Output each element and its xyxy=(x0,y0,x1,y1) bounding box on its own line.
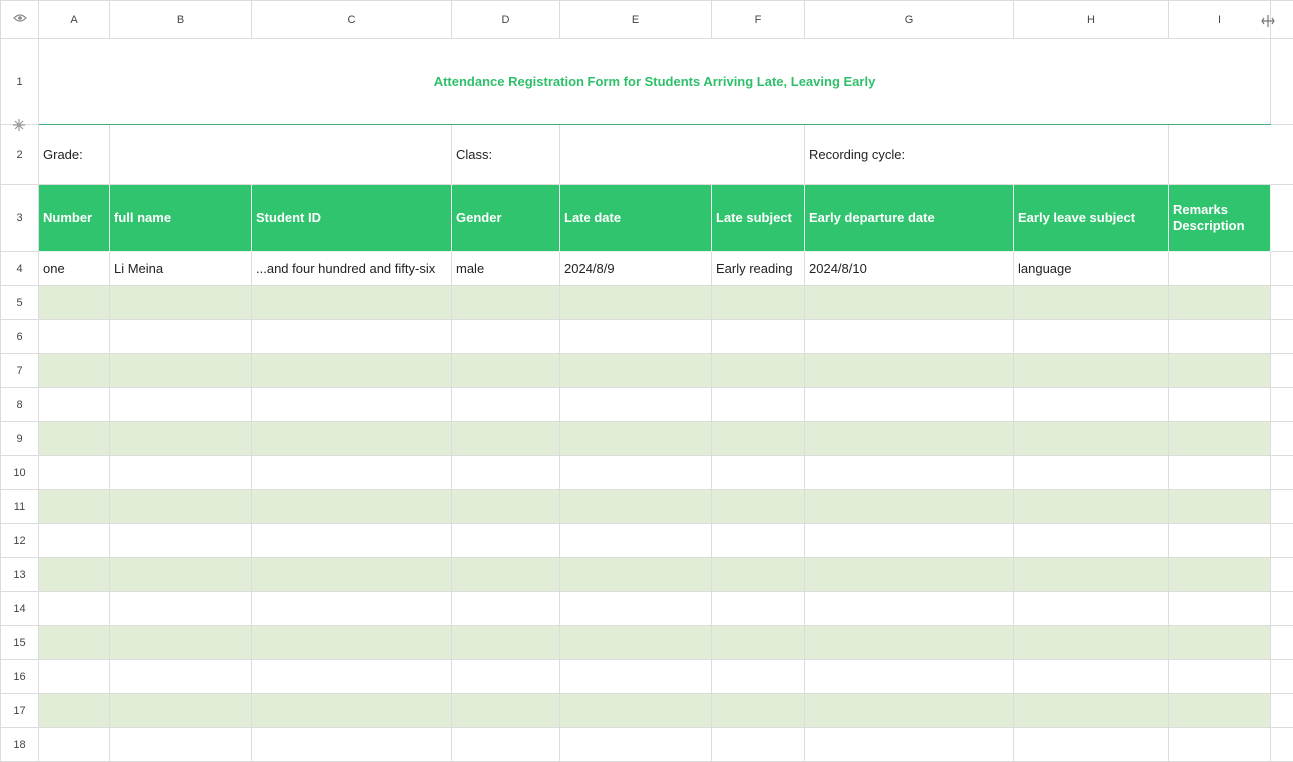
cell[interactable] xyxy=(805,490,1014,524)
cell[interactable] xyxy=(712,422,805,456)
header-remarks[interactable]: Remarks Description xyxy=(1169,185,1271,252)
cell[interactable] xyxy=(560,626,712,660)
row-header-14[interactable]: 14 xyxy=(1,592,39,626)
row-header-1[interactable]: 1 xyxy=(1,39,39,125)
cell[interactable] xyxy=(110,524,252,558)
row-header-15[interactable]: 15 xyxy=(1,626,39,660)
record-remarks[interactable] xyxy=(1169,252,1271,286)
freeze-pane-icon[interactable] xyxy=(12,118,26,135)
cell[interactable] xyxy=(252,422,452,456)
record-early-departure-date[interactable]: 2024/8/10 xyxy=(805,252,1014,286)
cell[interactable] xyxy=(110,694,252,728)
cell[interactable] xyxy=(560,694,712,728)
cell[interactable] xyxy=(452,626,560,660)
class-value-cell[interactable] xyxy=(560,125,805,185)
cell[interactable] xyxy=(805,728,1014,762)
row-header-5[interactable]: 5 xyxy=(1,286,39,320)
cell[interactable] xyxy=(110,592,252,626)
cell[interactable] xyxy=(1014,354,1169,388)
header-gender[interactable]: Gender xyxy=(452,185,560,252)
cell[interactable] xyxy=(1014,490,1169,524)
cell[interactable] xyxy=(452,660,560,694)
cell[interactable] xyxy=(252,456,452,490)
cell[interactable] xyxy=(1014,422,1169,456)
cell[interactable] xyxy=(1169,592,1271,626)
header-late-date[interactable]: Late date xyxy=(560,185,712,252)
cell[interactable] xyxy=(110,388,252,422)
cell[interactable] xyxy=(252,558,452,592)
cell[interactable] xyxy=(452,286,560,320)
column-header-i[interactable]: I xyxy=(1169,1,1271,39)
cell[interactable] xyxy=(1169,320,1271,354)
cell[interactable] xyxy=(1014,660,1169,694)
cell[interactable] xyxy=(1271,320,1293,354)
cell[interactable] xyxy=(110,320,252,354)
cell[interactable] xyxy=(1169,728,1271,762)
column-header-h[interactable]: H xyxy=(1014,1,1169,39)
cell[interactable] xyxy=(452,320,560,354)
cell[interactable] xyxy=(452,592,560,626)
cell[interactable] xyxy=(1271,354,1293,388)
cell[interactable] xyxy=(712,524,805,558)
cell[interactable] xyxy=(1271,286,1293,320)
cell[interactable] xyxy=(1014,524,1169,558)
cell[interactable] xyxy=(1271,592,1293,626)
cell[interactable] xyxy=(110,626,252,660)
row-header-3[interactable]: 3 xyxy=(1,185,39,252)
cell[interactable] xyxy=(252,728,452,762)
column-resize-icon[interactable] xyxy=(1260,14,1276,31)
cell[interactable] xyxy=(712,592,805,626)
cell[interactable] xyxy=(560,456,712,490)
table-row xyxy=(1,558,1293,592)
row-header-16[interactable]: 16 xyxy=(1,660,39,694)
column-header-g[interactable]: G xyxy=(805,1,1014,39)
row-header-4[interactable]: 4 xyxy=(1,252,39,286)
cell[interactable] xyxy=(1014,728,1169,762)
cell[interactable] xyxy=(1169,354,1271,388)
cell[interactable] xyxy=(805,388,1014,422)
cell[interactable] xyxy=(252,524,452,558)
sheet-row-1 xyxy=(1,39,1293,125)
cell[interactable] xyxy=(39,694,110,728)
cell[interactable] xyxy=(1271,490,1293,524)
record-student-id[interactable]: ...and four hundred and fifty-six xyxy=(252,252,452,286)
header-early-departure-date[interactable]: Early departure date xyxy=(805,185,1014,252)
cell[interactable] xyxy=(452,456,560,490)
row-header-2[interactable]: 2 xyxy=(1,125,39,185)
cell[interactable] xyxy=(1271,422,1293,456)
cell[interactable] xyxy=(560,660,712,694)
column-header-c[interactable]: C xyxy=(252,1,452,39)
record-early-leave-subject[interactable]: language xyxy=(1014,252,1169,286)
cell[interactable] xyxy=(805,626,1014,660)
column-header-row xyxy=(1,1,1293,39)
table-row xyxy=(1,422,1293,456)
cell[interactable] xyxy=(252,388,452,422)
table-row xyxy=(1,388,1293,422)
row-header-10[interactable]: 10 xyxy=(1,456,39,490)
row-header-9[interactable]: 9 xyxy=(1,422,39,456)
row-header-18[interactable]: 18 xyxy=(1,728,39,762)
table-row xyxy=(1,660,1293,694)
cell[interactable] xyxy=(712,490,805,524)
cell[interactable] xyxy=(110,728,252,762)
cell[interactable] xyxy=(805,660,1014,694)
cell[interactable] xyxy=(1169,694,1271,728)
cell[interactable] xyxy=(1169,388,1271,422)
cell[interactable] xyxy=(452,524,560,558)
cell[interactable] xyxy=(252,592,452,626)
cell[interactable] xyxy=(252,660,452,694)
table-row xyxy=(1,252,1293,286)
sheet-row-3 xyxy=(1,185,1293,252)
recording-cycle-label[interactable]: Recording cycle: xyxy=(805,125,1169,185)
cell[interactable] xyxy=(1271,558,1293,592)
table-row xyxy=(1,456,1293,490)
cell[interactable] xyxy=(560,422,712,456)
cell[interactable] xyxy=(1169,626,1271,660)
cell[interactable] xyxy=(39,286,110,320)
column-header-f[interactable]: F xyxy=(712,1,805,39)
table-row xyxy=(1,626,1293,660)
cell[interactable] xyxy=(1271,456,1293,490)
cell[interactable] xyxy=(252,626,452,660)
row-header-6[interactable]: 6 xyxy=(1,320,39,354)
record-full-name[interactable]: Li Meina xyxy=(110,252,252,286)
cell[interactable] xyxy=(110,456,252,490)
cell[interactable] xyxy=(39,456,110,490)
row-header-17[interactable]: 17 xyxy=(1,694,39,728)
cell[interactable] xyxy=(1271,185,1293,252)
cell[interactable] xyxy=(1271,660,1293,694)
record-gender[interactable]: male xyxy=(452,252,560,286)
cell[interactable] xyxy=(1169,490,1271,524)
cell[interactable] xyxy=(805,558,1014,592)
cell[interactable] xyxy=(712,286,805,320)
cell[interactable] xyxy=(1014,286,1169,320)
cell[interactable] xyxy=(1169,558,1271,592)
cell[interactable] xyxy=(1271,388,1293,422)
cell[interactable] xyxy=(39,354,110,388)
cell[interactable] xyxy=(805,320,1014,354)
cell[interactable] xyxy=(452,422,560,456)
cell[interactable] xyxy=(1271,694,1293,728)
header-student-id[interactable]: Student ID xyxy=(252,185,452,252)
row-header-11[interactable]: 11 xyxy=(1,490,39,524)
cell[interactable] xyxy=(1014,388,1169,422)
cell[interactable] xyxy=(252,694,452,728)
cell[interactable] xyxy=(39,626,110,660)
cell[interactable] xyxy=(560,354,712,388)
cell[interactable] xyxy=(39,422,110,456)
cell[interactable] xyxy=(712,626,805,660)
cell[interactable] xyxy=(39,320,110,354)
cell[interactable] xyxy=(110,354,252,388)
column-header-e[interactable]: E xyxy=(560,1,712,39)
record-number[interactable]: one xyxy=(39,252,110,286)
row-header-12[interactable]: 12 xyxy=(1,524,39,558)
table-row xyxy=(1,694,1293,728)
cell[interactable] xyxy=(805,524,1014,558)
cell[interactable] xyxy=(1014,456,1169,490)
table-row xyxy=(1,592,1293,626)
header-late-subject[interactable]: Late subject xyxy=(712,185,805,252)
cell[interactable] xyxy=(252,354,452,388)
cell[interactable] xyxy=(39,728,110,762)
cell[interactable] xyxy=(1014,626,1169,660)
cell[interactable] xyxy=(1169,286,1271,320)
cell[interactable] xyxy=(39,524,110,558)
cell[interactable] xyxy=(252,286,452,320)
row-header-7[interactable]: 7 xyxy=(1,354,39,388)
cell[interactable] xyxy=(1169,660,1271,694)
cell[interactable] xyxy=(712,660,805,694)
cell[interactable] xyxy=(712,388,805,422)
table-row xyxy=(1,728,1293,762)
cell[interactable] xyxy=(712,456,805,490)
recording-cycle-value-cell[interactable] xyxy=(1169,125,1293,185)
cell[interactable] xyxy=(712,694,805,728)
cell[interactable] xyxy=(560,558,712,592)
cell[interactable] xyxy=(39,592,110,626)
cell[interactable] xyxy=(452,558,560,592)
cell[interactable] xyxy=(1014,320,1169,354)
grade-value-cell[interactable] xyxy=(110,125,452,185)
cell[interactable] xyxy=(110,286,252,320)
grade-label[interactable]: Grade: xyxy=(39,125,110,185)
cell[interactable] xyxy=(452,728,560,762)
column-header-b[interactable]: B xyxy=(110,1,252,39)
cell[interactable] xyxy=(712,320,805,354)
header-full-name[interactable]: full name xyxy=(110,185,252,252)
cell[interactable] xyxy=(252,490,452,524)
select-all-corner[interactable] xyxy=(1,1,39,39)
cell[interactable] xyxy=(39,660,110,694)
record-late-date[interactable]: 2024/8/9 xyxy=(560,252,712,286)
eye-icon[interactable] xyxy=(13,14,27,26)
cell[interactable] xyxy=(560,592,712,626)
cell[interactable] xyxy=(110,660,252,694)
cell[interactable] xyxy=(452,354,560,388)
cell[interactable] xyxy=(39,388,110,422)
cell[interactable] xyxy=(1271,524,1293,558)
row-header-13[interactable]: 13 xyxy=(1,558,39,592)
cell[interactable] xyxy=(712,728,805,762)
cell[interactable] xyxy=(805,592,1014,626)
form-title[interactable]: Attendance Registration Form for Students Arriving Late, Leaving Early xyxy=(39,39,1271,125)
cell[interactable] xyxy=(110,422,252,456)
cell[interactable] xyxy=(1014,592,1169,626)
cell[interactable] xyxy=(110,558,252,592)
table-row xyxy=(1,490,1293,524)
cell[interactable] xyxy=(805,286,1014,320)
cell[interactable] xyxy=(252,320,452,354)
cell[interactable] xyxy=(1169,524,1271,558)
cell[interactable] xyxy=(712,354,805,388)
cell[interactable] xyxy=(1169,456,1271,490)
header-number[interactable]: Number xyxy=(39,185,110,252)
cell[interactable] xyxy=(805,694,1014,728)
cell[interactable] xyxy=(452,694,560,728)
cell[interactable] xyxy=(560,286,712,320)
class-label[interactable]: Class: xyxy=(452,125,560,185)
cell[interactable] xyxy=(452,388,560,422)
cell[interactable] xyxy=(39,558,110,592)
cell[interactable] xyxy=(560,728,712,762)
table-row xyxy=(1,320,1293,354)
cell[interactable] xyxy=(110,490,252,524)
cell[interactable] xyxy=(1271,39,1293,125)
row-header-8[interactable]: 8 xyxy=(1,388,39,422)
header-early-leave-subject[interactable]: Early leave subject xyxy=(1014,185,1169,252)
cell[interactable] xyxy=(560,320,712,354)
column-header-d[interactable]: D xyxy=(452,1,560,39)
cell[interactable] xyxy=(1014,558,1169,592)
cell[interactable] xyxy=(805,422,1014,456)
cell[interactable] xyxy=(560,490,712,524)
table-row xyxy=(1,524,1293,558)
cell[interactable] xyxy=(1014,694,1169,728)
table-row xyxy=(1,286,1293,320)
cell[interactable] xyxy=(1271,252,1293,286)
cell[interactable] xyxy=(1271,626,1293,660)
cell[interactable] xyxy=(452,490,560,524)
cell[interactable] xyxy=(805,354,1014,388)
column-header-a[interactable]: A xyxy=(39,1,110,39)
sheet-row-2 xyxy=(1,125,1293,185)
cell[interactable] xyxy=(805,456,1014,490)
cell[interactable] xyxy=(1169,422,1271,456)
cell[interactable] xyxy=(1271,728,1293,762)
cell[interactable] xyxy=(39,490,110,524)
cell[interactable] xyxy=(560,524,712,558)
cell[interactable] xyxy=(712,558,805,592)
table-row xyxy=(1,354,1293,388)
cell[interactable] xyxy=(560,388,712,422)
record-late-subject[interactable]: Early reading xyxy=(712,252,805,286)
